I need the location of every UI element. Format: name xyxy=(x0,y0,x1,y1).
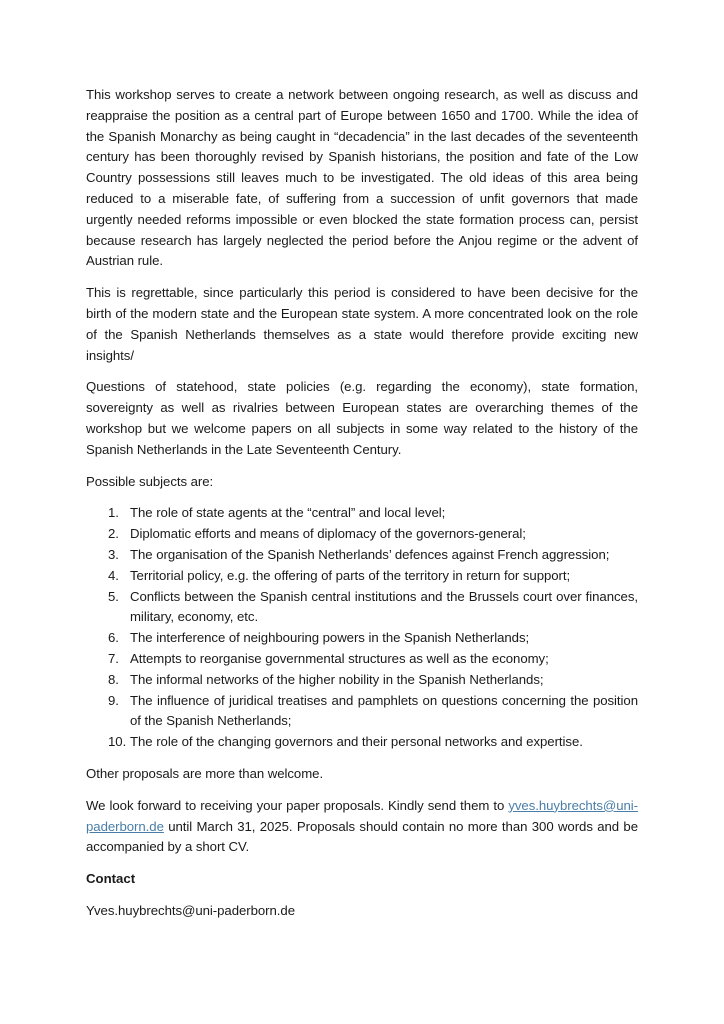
submission-text-after: until March 31, 2025. Proposals should contain no more than 300 words and be accompanied by a short CV. xyxy=(86,818,638,855)
list-item xyxy=(86,628,638,649)
list-item-text: Diplomatic efforts and means of diplomacy of the governors-general; xyxy=(130,526,526,542)
regret-paragraph: This is regrettable, since particularly this period is considered to have been decisive for the birth of the modern state and the European state system. A more concentrated look on the role of the Spanish Netherlands themselves as a state would therefore provide exciting new insights/ xyxy=(86,285,638,363)
list-item-text: The role of state agents at the “central” and local level; xyxy=(130,505,446,521)
list-item-number: 2. xyxy=(108,526,119,542)
list-item-number: 4. xyxy=(108,567,119,583)
subjects-intro: Possible subjects are: xyxy=(86,473,214,489)
contact-heading: Contact xyxy=(86,871,136,887)
list-item xyxy=(86,545,638,566)
list-item-text: The informal networks of the higher nobility in the Spanish Netherlands; xyxy=(130,671,544,687)
list-item-text: Territorial policy, e.g. the offering of parts of the territory in return for support; xyxy=(130,567,571,583)
list-item-text: The influence of juridical treatises and pamphlets on questions concerning the position of the Spanish Netherlands; xyxy=(130,692,638,729)
email-link[interactable]: yves.huybrechts@uni-paderborn.de xyxy=(86,797,638,834)
list-item xyxy=(86,503,638,524)
list-item-text: The interference of neighbouring powers in the Spanish Netherlands; xyxy=(130,630,530,646)
list-item-text: Conflicts between the Spanish central institutions and the Brussels court over finances, military, economy, etc. xyxy=(130,588,638,625)
intro-paragraph: This workshop serves to create a network between ongoing research, as well as discuss and reappraise the position as a central part of Europe between 1650 and 1700. While the idea of the Spanish Monarchy as being caught in “decadencia” in the last decades of the seventeenth century has been thoroughly revised by Spanish historians, the position and fate of the Low Country possessions still leaves much to be investigated. The old ideas of this area being reduced to a miserable fate, of suffering from a succession of unfit governors that made urgently needed reforms impossible or even blocked the state formation process can, persist because research has largely neglected the period before the Anjou regime or the advent of Austrian rule. xyxy=(86,87,638,269)
list-item xyxy=(86,732,638,753)
list-item xyxy=(86,566,638,587)
list-item-number: 8. xyxy=(108,671,119,687)
submission-text-before: We look forward to receiving your paper proposals. Kindly send them to xyxy=(86,797,509,813)
list-item-number: 3. xyxy=(108,546,119,562)
themes-paragraph: Questions of statehood, state policies (e.g. regarding the economy), state formation, sovereignty as well as rivalries between European states are overarching themes of the workshop but we welcome papers on all subjects in some way related to the history of the Spanish Netherlands in the Late Seventeenth Century. xyxy=(86,379,638,457)
list-item-text: The organisation of the Spanish Netherlands’ defences against French aggression; xyxy=(130,546,610,562)
submission-paragraph xyxy=(86,796,638,858)
subjects-list xyxy=(86,503,638,753)
list-item xyxy=(86,691,638,733)
list-item xyxy=(86,524,638,545)
contact-email: Yves.huybrechts@uni-paderborn.de xyxy=(86,902,295,918)
list-item-number: 10. xyxy=(108,734,127,750)
list-item-number: 5. xyxy=(108,588,119,604)
list-item xyxy=(86,670,638,691)
list-item xyxy=(86,649,638,670)
list-item xyxy=(86,587,638,629)
list-item-number: 9. xyxy=(108,692,119,708)
list-item-number: 7. xyxy=(108,650,119,666)
list-item-text: The role of the changing governors and their personal networks and expertise. xyxy=(130,734,583,750)
list-item-number: 1. xyxy=(108,505,119,521)
other-proposals-text: Other proposals are more than welcome. xyxy=(86,765,324,781)
list-item-number: 6. xyxy=(108,630,119,646)
list-item-text: Attempts to reorganise governmental structures as well as the economy; xyxy=(130,650,549,666)
